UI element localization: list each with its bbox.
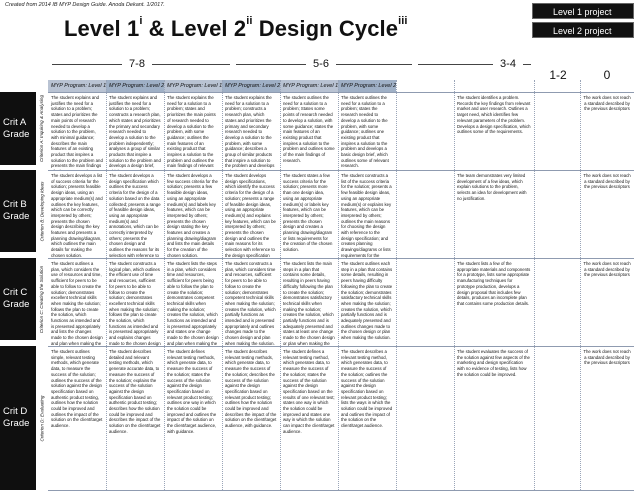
descriptor-cell-zero: The work does not reach a standard described by the previous descriptors (583, 95, 631, 112)
descriptor-cell: The student lists the main steps in a plan that contains some details, resulting in peers having difficulty following the plan to create the solution; demonstrates satisfactory technical skills when making the solution; creates the solution, which partially functions and is adequately presented and states at least one change made to the chosen design or plan when making the (283, 261, 335, 346)
program-header: MYP Program: Level 2 (106, 80, 164, 92)
program-header: MYP Program: Level 1 (164, 80, 222, 92)
credit-note: Created from 2014 IB MYP Design Guide. Anoda Dekant. 1/2017. (5, 2, 165, 8)
program-header: MYP Program: Level 1 (48, 80, 106, 92)
descriptor-cell: The student develops a list of success criteria for the solution; presents feasible design ideas, using an appropriate medium(s) and outlines the key features, which can be correctly interpreted by others; presents the chosen design describing the key features and presents a planning drawing/diagram, which outlines the main details for making the chosen solution. (51, 173, 103, 258)
criterion-d-label: Criterion D: Evaluating (39, 395, 45, 441)
descriptor-cell: The student evaluates the success of the solution against few aspects of the marketing and design specification with no evidence of testing, lists how the solution could be improved. (457, 349, 530, 377)
legend-level-1: Level 1 project (532, 3, 634, 19)
descriptor-cell: The team demonstrates very limited development of a few ideas, which explain solutions to the problem, selects an idea for development with no justification. (457, 173, 527, 201)
descriptor-cell: The student explains and justifies the need for a solution to a problem; constructs a research plan, which states and prioritizes the primary and secondary research needed to develop a solution to the problem independently; analyses a group of similar products that inspire a solution to the problem and develops a design brief, (109, 95, 161, 169)
band-line-5-6-right (336, 64, 412, 65)
band-line-5-6 (236, 64, 306, 65)
descriptor-cell: The student defines a relevant testing method, which generates data, to measure the success of the solution; states the success of the solution against the design specification based on the results of one relevant test; states one way in which the solution could be improved and states one way in which the solution can impact the client/target audience. (283, 349, 335, 434)
band-3-4: 3-4 (500, 58, 516, 70)
crit-a-grade-label: Crit A Grade (0, 92, 36, 165)
descriptor-cell: The student constructs a logical plan, which outlines the efficient use of time and resources, sufficient for peers to be able to follow to create the solution; demonstrates excellent technical skills when making the solution; follows the plan to create the solution, which functions as intended and is presented appropriately and explains changes made to the chosen design (109, 261, 161, 346)
criterion-b-label: Criterion B: Developing Ideas (39, 181, 45, 241)
legend-level-2: Level 2 project (532, 22, 634, 38)
descriptor-cell-zero: The work does not reach a standard described by the previous descriptors (583, 173, 631, 190)
title-part-3: Design Cycle (252, 16, 399, 41)
descriptor-cell: The student states a few success criteria for the solution; presents more than one design idea, using an appropriate medium(s) or labels key features, which can be interpreted by others; presents the chosen design and creates a planning drawing/diagram or lists requirements for the creation of the chosen solution. (283, 173, 333, 253)
title-part-1: Level 1 (64, 16, 140, 41)
descriptor-cell: The student lists a few of the appropriate materials and components for a prototype, lists some appropriate manufacturing techniques for prototype production, develops a design proposal that includes few details, produces an incomplete plan that contains some production details. (457, 261, 531, 306)
band-1-2: 1-2 (549, 68, 567, 82)
band-5-6: 5-6 (313, 58, 329, 70)
descriptor-cell: The student describes detailed and relevant testing methods, which generate accurate data, to measure the success of the solution; explains the success of the solution against the design specification based on authentic product testing; describes how the solution could be improved and describes the impact of the solution on the client/target audience. (109, 349, 161, 434)
title-sup-1: i (139, 15, 143, 27)
descriptor-cell: The student explains the need for a solution to a problem; states and prioritizes the main points of research needed to develop a solution to the problem, with some guidance; outlines the main features of an existing product that inspires a solution to the problem and outlines the main findings of relevant (167, 95, 216, 169)
descriptor-cell: The student constructs a plan, which considers time and resources, sufficient for peers to be able to follow to create the solution; demonstrates competent technical skills when making the solution; creates the solution, which partially functions as intended and is presented appropriately and outlines changes made to the chosen design and plan when making the solution. (225, 261, 276, 346)
col-divider (396, 80, 397, 490)
descriptor-cell: The student describes relevant testing methods, which generate data, to measure the success of the solution; describes the success of the solution against the design specification based on relevant product testing; outlines how the solution could be improved and describes the impact of the solution on the client/target audience, with guidance. (225, 349, 277, 429)
crit-b-grade-label: Crit B Grade (0, 170, 36, 252)
col-divider (534, 80, 535, 490)
band-line-7-8-right (152, 64, 230, 65)
band-line-3-4-right (523, 64, 531, 65)
title-part-2: & Level 2 (142, 16, 247, 41)
descriptor-cell: The student develops a few success criteria for the solution; presents a few feasible design ideas, using an appropriate medium(s) and labels key features, which can be interpreted by others; presents the chosen design stating the key features and creates a planning drawing/diagram and lists the main details for the creation of the chosen solution. (167, 173, 218, 258)
descriptor-cell: The student outlines each step in a plan that contains some details, resulting in peers having difficulty following the plan to create the solution; demonstrates satisfactory technical skills when making the solution; creates the solution, which partially functions and is adequately presented and outlines changes made to the chosen design or plan when making the solution. (341, 261, 393, 341)
descriptor-cell: The student develops design specifications, which identify the success criteria for the design of a solution; presents a range of feasible design ideas, using an appropriate medium(s) and explains key features, which can be interpreted by others; presents the chosen design and outlines the main reasons for its selection with reference to the design specification (225, 173, 276, 258)
descriptor-cell: The student explains the need for a solution to a problem; constructs a research plan, which states and prioritizes the primary and secondary research needed to develop a solution to the problem, with some guidance; describes a group of similar products that inspire a solution to the problem and develops (225, 95, 275, 169)
descriptor-cell: The student develops a design specification which outlines the success criteria for the design of a solution based on the data collected; presents a range of feasible design ideas, using an appropriate medium(s) and annotations, which can be correctly interpreted by others; presents the chosen design and outlines the reasons for its selection with reference to (109, 173, 161, 258)
descriptor-cell: The student outlines the need for a solution to a problem; States some points of research needed to develop a solution, with some guidance; states the main features of an existing product that inspires a solution to the problem and outlines some of the main findings of research. (283, 95, 335, 163)
program-header: MYP Program: Level 1 (280, 80, 338, 92)
band-line-3-4 (418, 64, 493, 65)
band-line-7-8 (52, 64, 122, 65)
program-header: MYP Program: Level 2 (222, 80, 280, 92)
descriptor-cell: The student identifies a problem. Records the key findings from relevant market and user research. Outlines a target need, which identifies few relevant parameters of the problem. Develops a design specification, which outlines some of the requirements. (457, 95, 531, 135)
criterion-c-label: Criterion C: Creating the Solution (39, 265, 45, 333)
descriptor-cell: The student outlines a plan, which considers the use of resources and time, sufficient for peers to be able to follow to create the solution; demonstrates excellent technical skills when making the solution; follows the plan to create the solution, which functions as intended and is presented appropriately and lists the changes made to the chosen design and plan when making the (51, 261, 103, 346)
title-sup-2: ii (246, 15, 253, 27)
band-7-8: 7-8 (129, 58, 145, 70)
title-sup-3: iii (398, 15, 408, 27)
descriptor-cell: The student explains and justifies the need for a solution to a problem; states and prioritizes the main points of research needed to develop a solution to the problem, with minimal guidance; describes the main features of an existing product that inspires a solution to the problem and presents the main findings (51, 95, 103, 169)
criterion-a-label: Criterion A: Inquiring & Analysing (39, 94, 45, 163)
descriptor-cell-zero: The work does not reach a standard described by the previous descriptors (583, 349, 631, 366)
descriptor-cell: The student outlines simple, relevant testing methods, which generate data, to measure the success of the solution; outlines the success of the solution against the design specification based on authentic product testing, outlines how the solution could be improved and outlines the impact of the solution on the client/target audience. (51, 349, 103, 429)
descriptor-cell: The student outlines the need for a solution to a problem; states the research needed to develop a solution to the problem, with some guidance; outlines one existing product that inspires a solution to the problem and develops a basic design brief, which outlines some of relevant research. (341, 95, 389, 169)
descriptor-cell: The student describes a relevant testing method, which generates data, to measure the success of the solution; outlines the success of the solution against the design specification based on relevant product testing; lists the ways in which the solution could be improved and outlines the impact of the solution on the client/target audience. (341, 349, 393, 429)
descriptor-cell: The student lists the steps in a plan, which considers time and resources, sufficient for peers being able to follow the plan to create the solution; demonstrates competent technical skills when making the solution; creates the solution, which functions as intended and is presented appropriately and states one change made to the chosen design and plan when making the (167, 261, 219, 346)
page-title (64, 16, 408, 42)
descriptor-cell: The student constructs a list of the success criteria for the solution; presents a few feasible design ideas, using an appropriate medium(s) or explains key features, which can be interpreted by others; outlines the main reasons for choosing the design with reference to the design specification; and creates planning drawings/diagrams or lists requirements for the (341, 173, 392, 258)
crit-d-grade-label: Crit D Grade (0, 346, 36, 490)
program-header: MYP Program: Level 2 (338, 80, 396, 92)
descriptor-cell-zero: The work does not reach a standard described by the previous descriptors (583, 261, 631, 278)
descriptor-cell: The student defines relevant testing methods, which generate data, to measure the success of the solution; states the success of the solution against the design specification based on relevant product testing; outlines one way in which the solution could be improved and outlines the impact of the solution on the client/target audience, with guidance. (167, 349, 217, 434)
band-0: 0 (603, 68, 611, 82)
row-divider (48, 490, 634, 491)
crit-c-grade-label: Crit C Grade (0, 258, 36, 340)
